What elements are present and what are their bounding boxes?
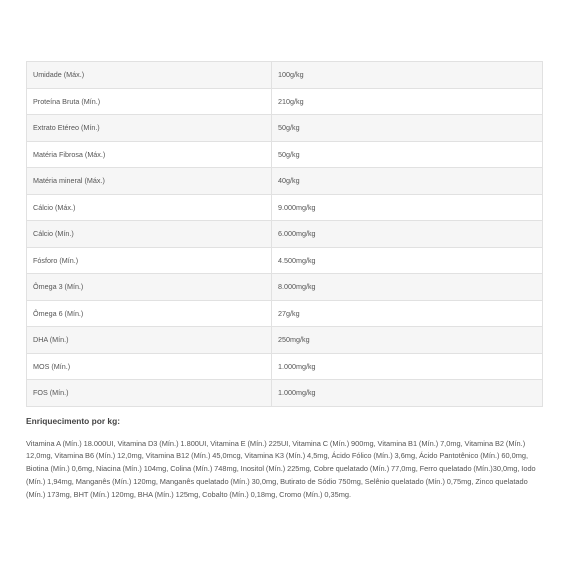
nutrient-value: 40g/kg	[272, 168, 543, 195]
nutrient-label: Extrato Etéreo (Mín.)	[27, 115, 272, 142]
nutrient-value: 27g/kg	[272, 300, 543, 327]
nutrient-value: 100g/kg	[272, 62, 543, 89]
nutrient-value: 50g/kg	[272, 115, 543, 142]
nutrient-label: Umidade (Máx.)	[27, 62, 272, 89]
nutrient-label: Cálcio (Máx.)	[27, 194, 272, 221]
table-row	[27, 353, 543, 380]
nutrient-label: Fósforo (Mín.)	[27, 247, 272, 274]
nutrient-label: MOS (Mín.)	[27, 353, 272, 380]
table-row	[27, 327, 543, 354]
nutrient-label: Cálcio (Mín.)	[27, 221, 272, 248]
nutrient-label: Matéria Fibrosa (Máx.)	[27, 141, 272, 168]
table-row	[27, 168, 543, 195]
table-row	[27, 300, 543, 327]
table-row	[27, 141, 543, 168]
nutrient-value: 6.000mg/kg	[272, 221, 543, 248]
nutrient-value: 210g/kg	[272, 88, 543, 115]
nutrient-value: 4.500mg/kg	[272, 247, 543, 274]
table-row	[27, 247, 543, 274]
nutrient-value: 8.000mg/kg	[272, 274, 543, 301]
nutrient-value: 9.000mg/kg	[272, 194, 543, 221]
nutrient-label: Ômega 3 (Mín.)	[27, 274, 272, 301]
enrichment-heading: Enriquecimento por kg:	[26, 415, 120, 426]
nutrient-label: DHA (Mín.)	[27, 327, 272, 354]
product-description	[26, 61, 543, 501]
table-row	[27, 221, 543, 248]
table-row	[27, 194, 543, 221]
nutrient-value: 1.000mg/kg	[272, 380, 543, 407]
nutrition-table-body	[27, 62, 543, 407]
nutrient-value: 50g/kg	[272, 141, 543, 168]
table-row	[27, 88, 543, 115]
nutrient-label: FOS (Mín.)	[27, 380, 272, 407]
nutrient-value: 1.000mg/kg	[272, 353, 543, 380]
nutrient-label: Matéria mineral (Máx.)	[27, 168, 272, 195]
table-row	[27, 380, 543, 407]
table-row	[27, 274, 543, 301]
table-row	[27, 115, 543, 142]
table-row	[27, 62, 543, 89]
enrichment-text: Vitamina A (Mín.) 18.000UI, Vitamina D3 (Mín.) 1.800UI, Vitamina E (Mín.) 225UI, Vitamina C (Mín.) 900mg, Vitamina B1 (Mín.) 7,0mg, Vitamina B2 (Mín.) 12,0mg, Vitamina B6 (Mín.) 12,0mg, Vitamina B12 (Mín.) 45,0mcg, Vitamina K3 (Mín.) 4,5mg, Ácido Fólico (Mín.) 3,6mg, Ácido Pantotênico (Mín.) 60,0mg, Biotina (Mín.) 0,6mg, Niacina (Mín.) 104mg, Colina (Mín.) 748mg, Inositol (Mín.) 225mg, Cobre quelatado (Mín.) 77,0mg, Ferro quelatado (Mín.)30,0mg, Iodo (Mín.) 1,94mg, Manganês (Mín.) 120mg, Manganês quelatado (Mín.) 30,0mg, Butirato de Sódio 750mg, Selênio quelatado (Mín.) 0,75mg, Zinco quelatado (Mín.) 173mg, BHT (Mín.) 120mg, BHA (Mín.) 125mg, Cobalto (Mín.) 0,18mg, Cromo (Mín.) 0,35mg.	[26, 438, 536, 499]
nutrient-label: Proteína Bruta (Mín.)	[27, 88, 272, 115]
nutrient-label: Ômega 6 (Mín.)	[27, 300, 272, 327]
nutrient-value: 250mg/kg	[272, 327, 543, 354]
nutrition-table	[26, 61, 543, 407]
